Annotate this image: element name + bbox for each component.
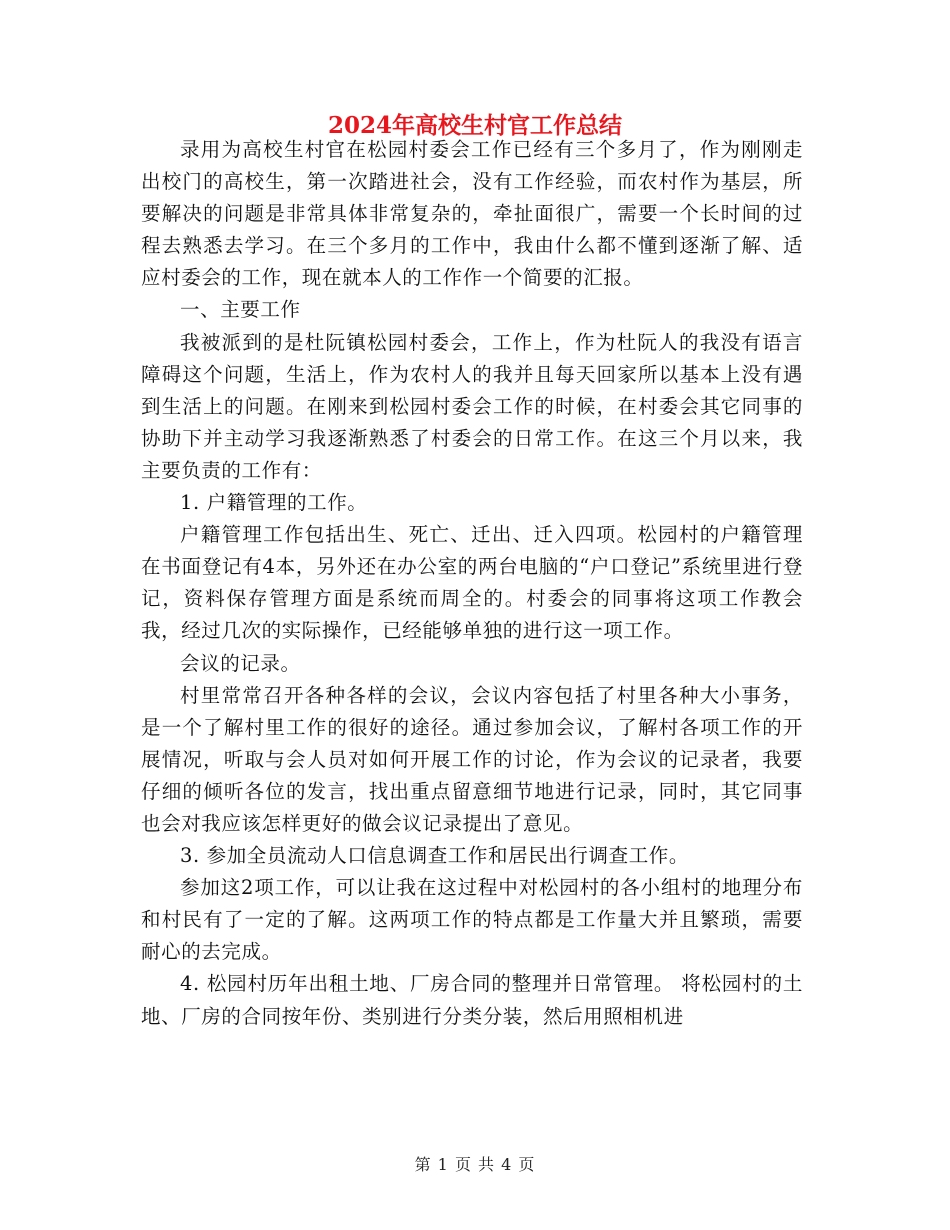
paragraph-meeting-records: 村里常常召开各种各样的会议，会议内容包括了村里各种大小事务，是一个了解村里工作的很好的途径。通过参加会议，了解村各项工作的开展情况，听取与会人员对如何开展工作的讨论，作为会议的记录者，我要仔细的倾听各位的发言，找出重点留意细节地进行记录，同时，其它同事也会对我应该怎样更好的做会议记录提出了意见。 [141,683,803,835]
item-heading-meeting-records: 会议的记录。 [180,651,301,675]
item-heading-population-survey: 3. 参加全员流动人口信息调查工作和居民出行调查工作。 [180,844,690,868]
page-footer: 第 1 页 共 4 页 [414,1155,536,1174]
document-body [141,134,803,1033]
section-heading-main-work: 一、主要工作 [180,298,301,322]
paragraph-population-survey: 参加这2项工作，可以让我在这过程中对松园村的各小组村的地理分布和村民有了一定的了解。这两项工作的特点都是工作量大并且繁琐，需要耐心的去完成。 [141,876,803,964]
document-title: 2024年高校生村官工作总结 [327,112,622,139]
item-heading-household-registration: 1. 户籍管理的工作。 [180,491,368,515]
paragraph-household-registration: 户籍管理工作包括出生、死亡、迁出、迁入四项。松园村的户籍管理在书面登记有4本，另外还在办公室的两台电脑的“户口登记”系统里进行登记，资料保存管理方面是系统而周全的。村委会的同事将这项工作教会我，经过几次的实际操作，已经能够单独的进行这一项工作。 [141,523,803,643]
item-heading-contract-management: 4. 松园村历年出租土地、厂房合同的整理并日常管理。 将松园村的土地、厂房的合同按年份、类别进行分类分装，然后用照相机进 [141,972,803,1028]
paragraph-assignment: 我被派到的是杜阮镇松园村委会，工作上，作为杜阮人的我没有语言障碍这个问题，生活上，作为农村人的我并且每天回家所以基本上没有遇到生活上的问题。在刚来到松园村委会工作的时候，在村委会其它同事的协助下并主动学习我逐渐熟悉了村委会的日常工作。在这三个月以来，我主要负责的工作有： [141,330,803,482]
paragraph-intro: 录用为高校生村官在松园村委会工作已经有三个多月了，作为刚刚走出校门的高校生，第一次踏进社会，没有工作经验，而农村作为基层，所要解决的问题是非常具体非常复杂的，牵扯面很广，需要一个长时间的过程去熟悉去学习。在三个多月的工作中，我由什么都不懂到逐渐了解、适应村委会的工作，现在就本人的工作作一个简要的汇报。 [141,138,803,290]
